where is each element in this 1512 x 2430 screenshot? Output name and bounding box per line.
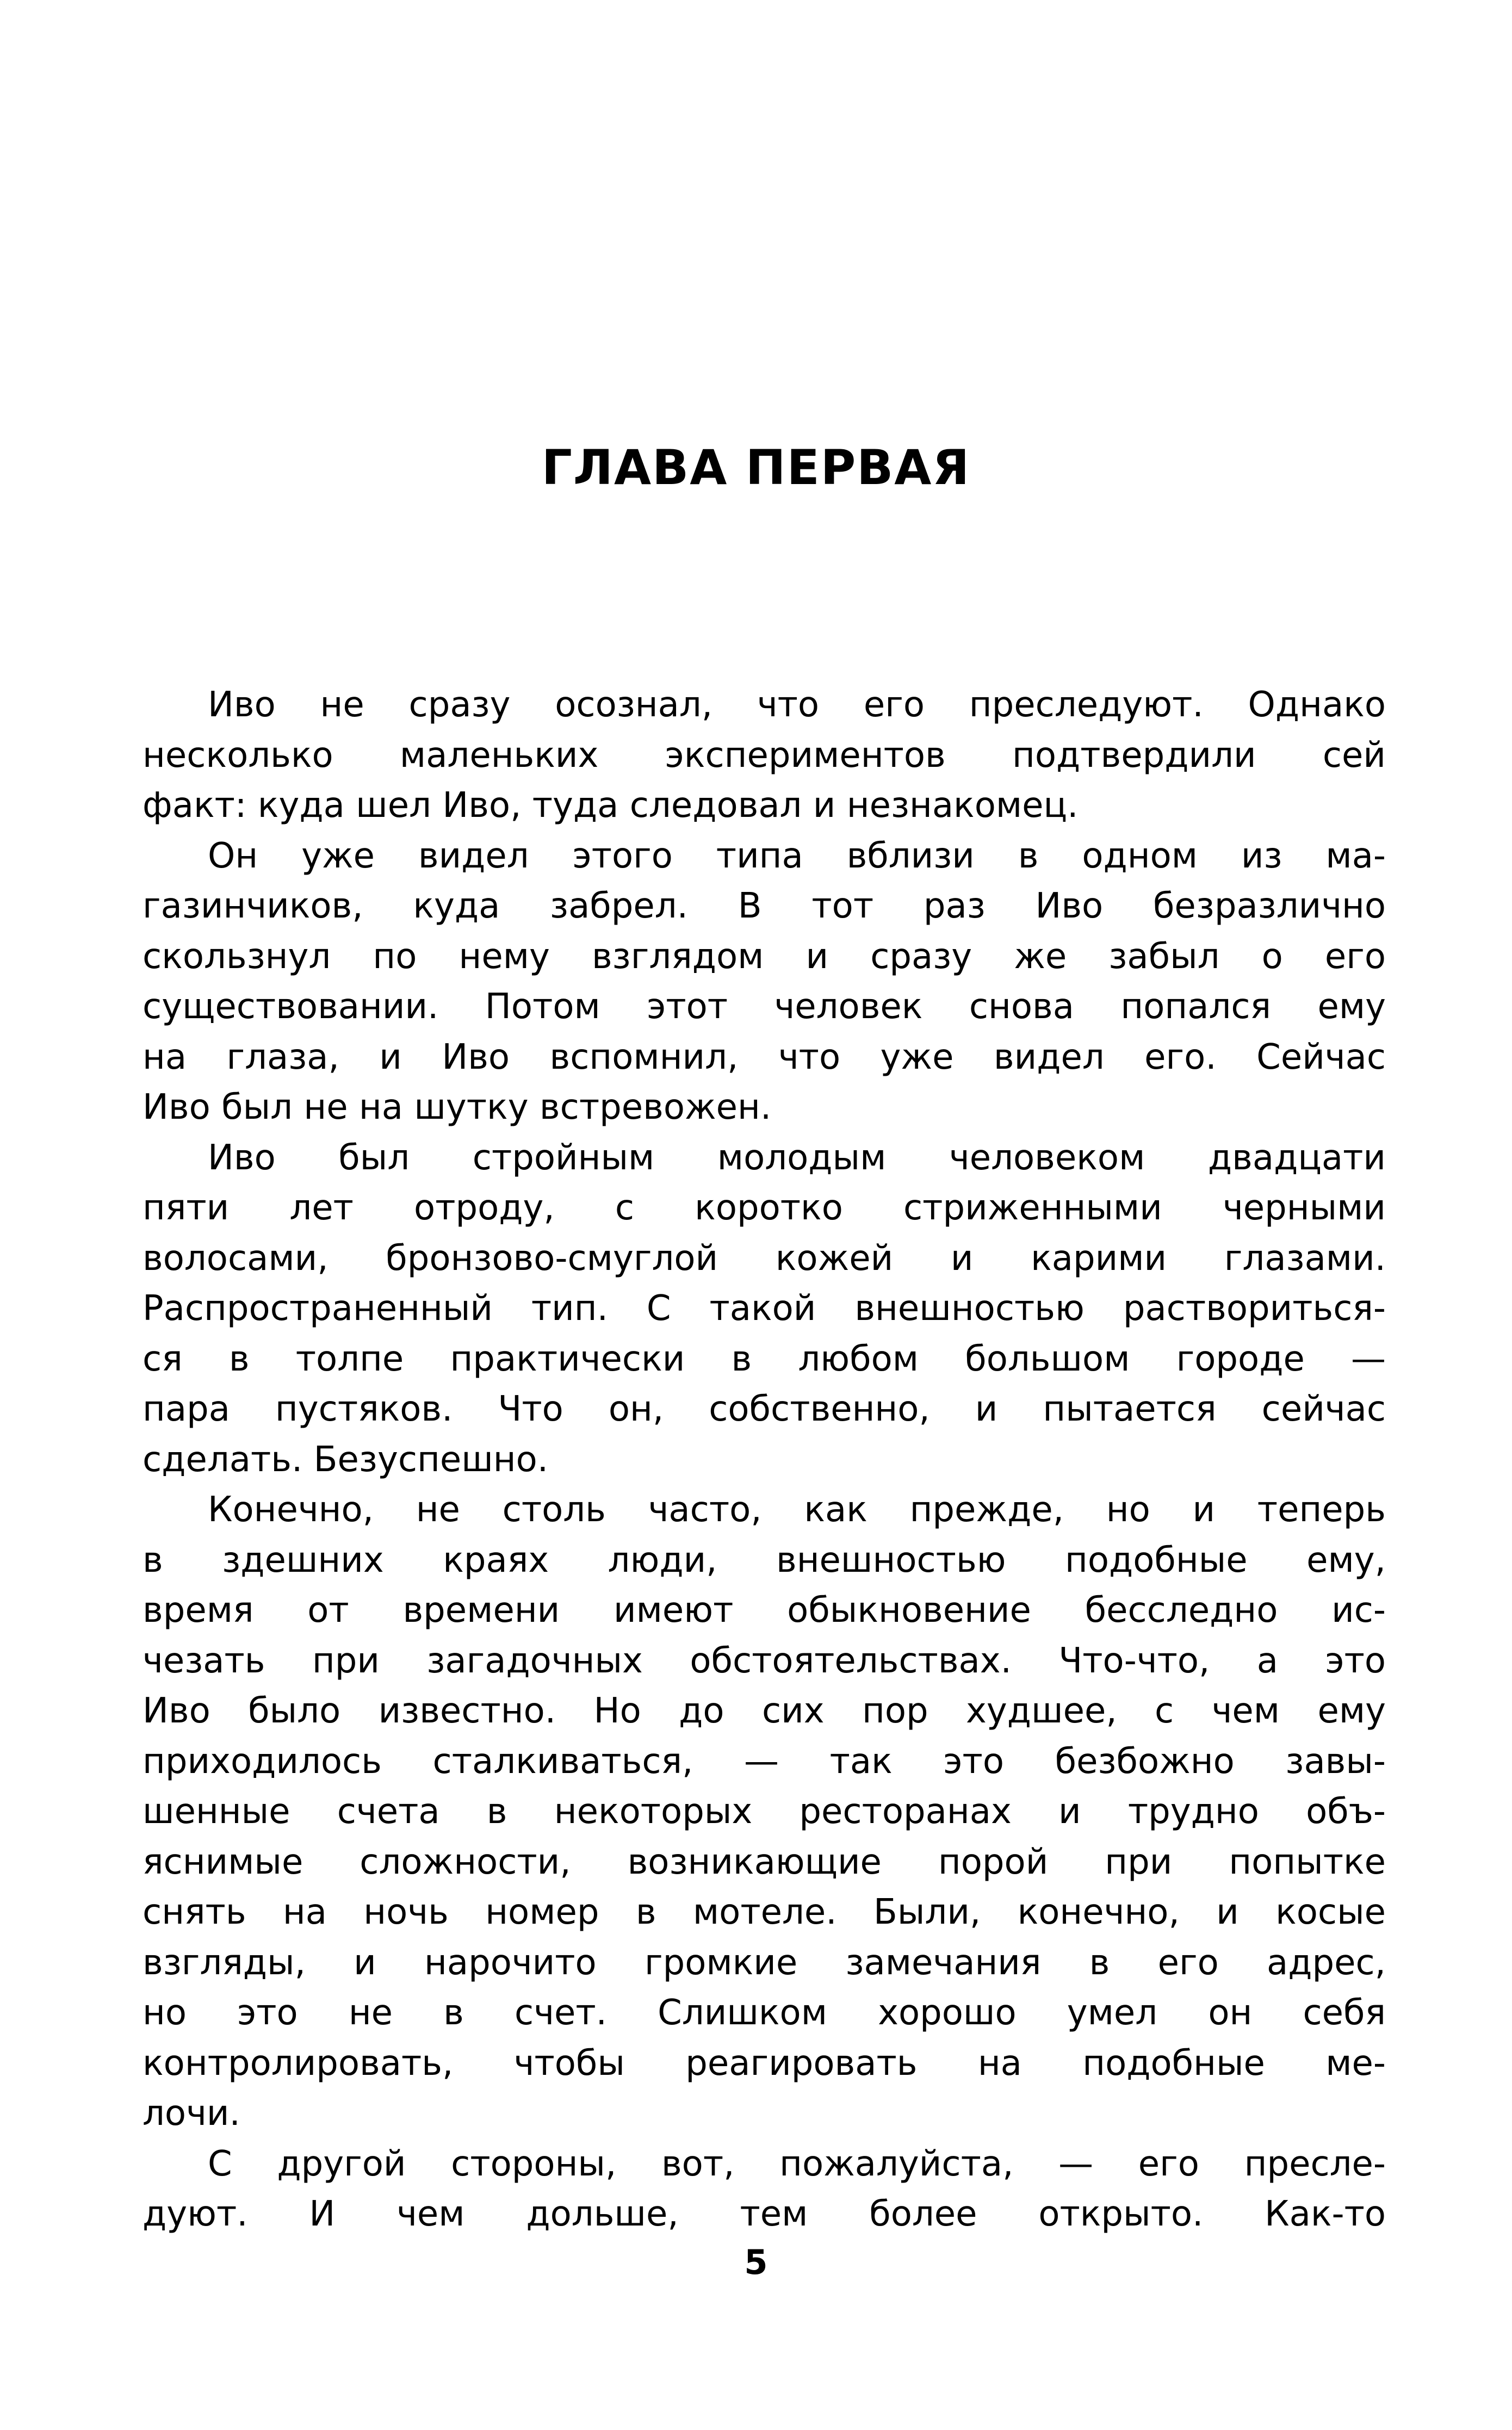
- text-line: ся в толпе практически в любом большом городе —: [142, 1338, 1386, 1379]
- text-line: дуют. И чем дольше, тем более открыто. Как-то: [142, 2194, 1386, 2234]
- text-line: лочи.: [142, 2093, 240, 2134]
- paragraph-4: [142, 1485, 1386, 2139]
- text-line: контролировать, чтобы реагировать на подобные ме-: [142, 2043, 1386, 2084]
- text-line: но это не в счет. Слишком хорошо умел он себя: [142, 1993, 1386, 2033]
- text-line: пяти лет отроду, с коротко стриженными черными: [142, 1188, 1386, 1228]
- text-line: Иво был не на шутку встревожен.: [142, 1087, 772, 1127]
- text-line: время от времени имеют обыкновение бесследно ис-: [142, 1590, 1386, 1631]
- text-line: факт: куда шел Иво, туда следовал и незнакомец.: [142, 785, 1079, 826]
- paragraph-1: [142, 680, 1386, 831]
- text-line: С другой стороны, вот, пожалуйста, — его пресле-: [208, 2143, 1386, 2184]
- text-line: Он уже видел этого типа вблизи в одном из ма-: [208, 835, 1386, 876]
- text-line: яснимые сложности, возникающие порой при попытке: [142, 1842, 1386, 1882]
- text-line: несколько маленьких экспериментов подтвердили сей: [142, 735, 1386, 776]
- paragraph-2: [142, 831, 1386, 1133]
- text-line: снять на ночь номер в мотеле. Были, конечно, и косые: [142, 1892, 1386, 1932]
- paragraph-5: [142, 2139, 1386, 2240]
- text-line: на глаза, и Иво вспомнил, что уже видел его. Сейчас: [142, 1037, 1386, 1077]
- text-line: взгляды, и нарочито громкие замечания в его адрес,: [142, 1942, 1386, 1983]
- text-line: сделать. Безуспешно.: [142, 1439, 549, 1480]
- paragraph-3: [142, 1133, 1386, 1485]
- chapter-title: ГЛАВА ПЕРВАЯ: [541, 439, 971, 495]
- text-line: существовании. Потом этот человек снова попался ему: [142, 987, 1386, 1027]
- text-line: в здешних краях люди, внешностью подобные ему,: [142, 1540, 1386, 1580]
- text-line: чезать при загадочных обстоятельствах. Что-что, а это: [142, 1640, 1386, 1681]
- text-line: Конечно, не столь часто, как прежде, но и теперь: [208, 1490, 1386, 1530]
- text-line: скользнул по нему взглядом и сразу же забыл о его: [142, 936, 1386, 977]
- body-text: [142, 680, 1386, 2240]
- text-line: Распространенный тип. С такой внешностью раствориться-: [142, 1288, 1386, 1329]
- text-line: волосами, бронзово-смуглой кожей и карими глазами.: [142, 1238, 1386, 1279]
- text-line: Иво был стройным молодым человеком двадцати: [208, 1137, 1386, 1178]
- text-line: шенные счета в некоторых ресторанах и трудно объ-: [142, 1791, 1386, 1832]
- text-line: Иво было известно. Но до сих пор худшее, с чем ему: [142, 1691, 1386, 1731]
- text-line: Иво не сразу осознал, что его преследуют. Однако: [208, 685, 1386, 725]
- page-number: 5: [744, 2242, 768, 2282]
- text-line: пара пустяков. Что он, собственно, и пытается сейчас: [142, 1389, 1386, 1429]
- text-line: приходилось сталкиваться, — так это безбожно завы-: [142, 1741, 1386, 1782]
- text-line: газинчиков, куда забрел. В тот раз Иво безразлично: [142, 886, 1386, 926]
